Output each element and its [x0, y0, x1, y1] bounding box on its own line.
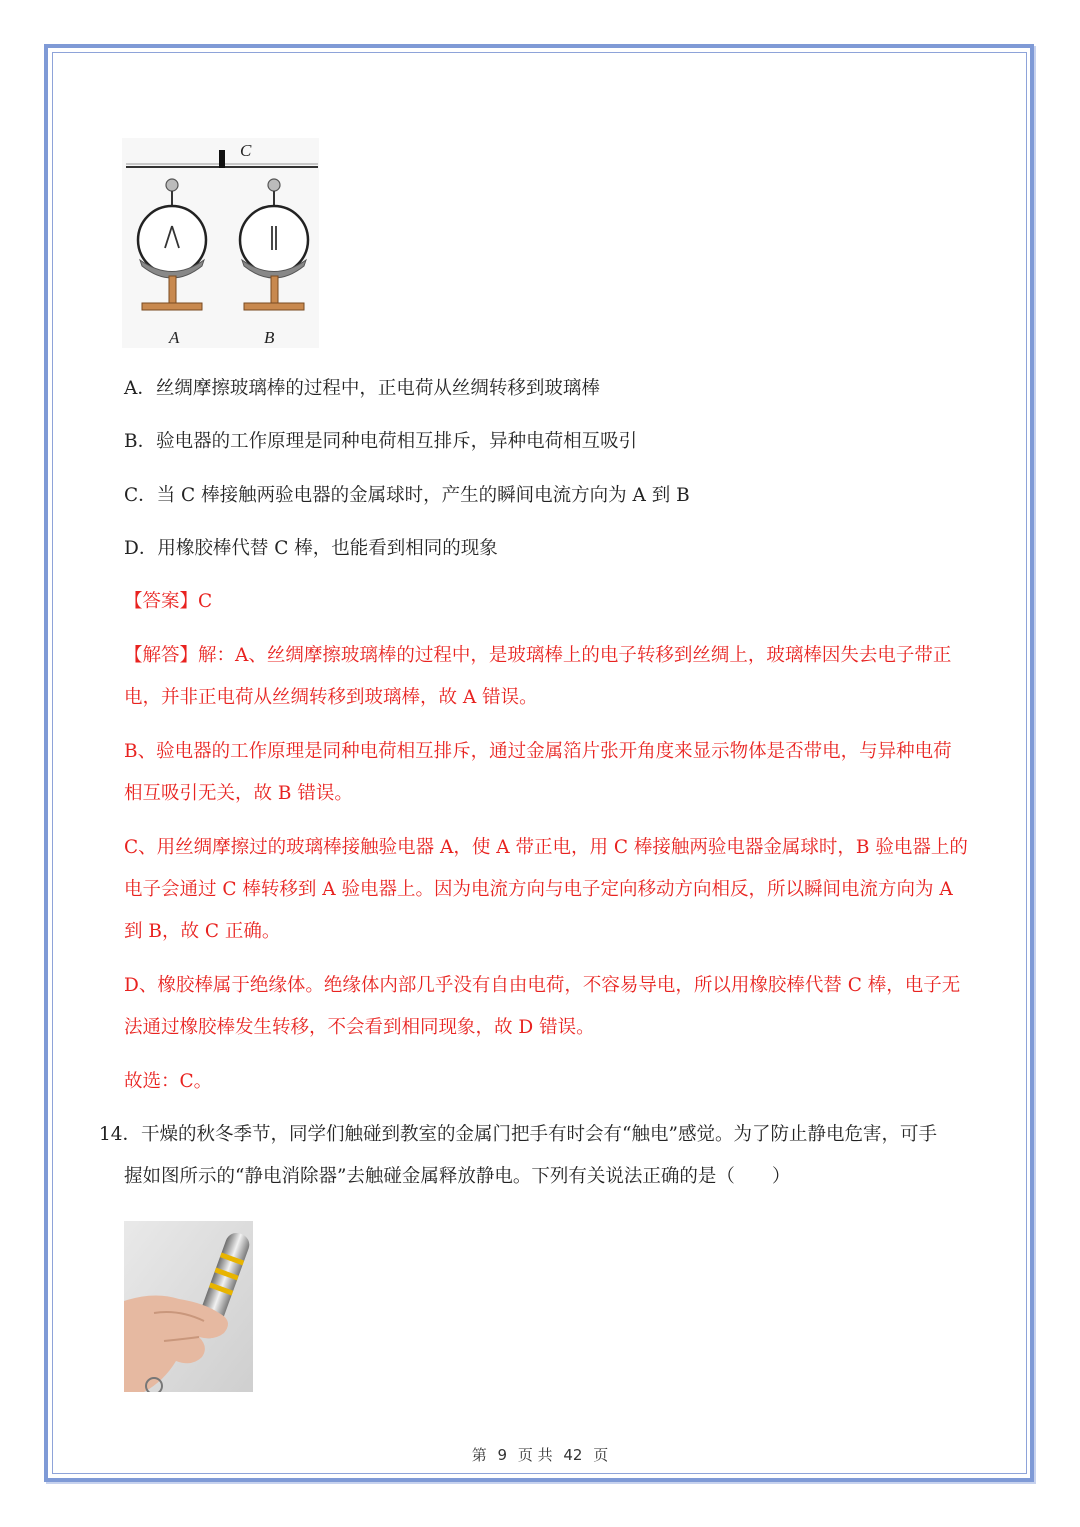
explanation-line: B、验电器的工作原理是同种电荷相互排斥，通过金属箔片张开角度来显示物体是否带电，与异种电荷	[124, 741, 952, 762]
explanation-line: D、橡胶棒属于绝缘体。绝缘体内部几乎没有自由电荷，不容易导电，所以用橡胶棒代替 C 棒，电子无	[124, 975, 961, 996]
explanation-line: 法通过橡胶棒发生转移，不会看到相同现象，故 D 错误。	[124, 1017, 595, 1038]
static-eliminator-photo	[124, 1221, 253, 1392]
answer-line: 【答案】C	[124, 591, 213, 612]
current-page-number: 9	[497, 1446, 508, 1464]
total-pages-number: 42	[563, 1446, 583, 1464]
footer-prefix: 第	[471, 1446, 487, 1464]
label-c: C	[240, 141, 252, 160]
option-d: D．用橡胶棒代替 C 棒，也能看到相同的现象	[124, 538, 498, 559]
explanation-line: 电，并非正电荷从丝绸转移到玻璃棒，故 A 错误。	[124, 687, 538, 708]
option-a: A．丝绸摩擦玻璃棒的过程中，正电荷从丝绸转移到玻璃棒	[124, 378, 600, 399]
electroscope-figure	[122, 138, 319, 348]
explanation-line: C、用丝绸摩擦过的玻璃棒接触验电器 A，使 A 带正电，用 C 棒接触两验电器金属球时，B 验电器上的	[124, 837, 968, 858]
explanation-line: 相互吸引无关，故 B 错误。	[124, 783, 353, 804]
page-footer	[0, 1444, 1080, 1465]
label-b: B	[264, 328, 275, 347]
question-14-line: 握如图所示的“静电消除器”去触碰金属释放静电。下列有关说法正确的是（ ）	[124, 1166, 791, 1187]
option-b: B．验电器的工作原理是同种电荷相互排斥，异种电荷相互吸引	[124, 431, 638, 452]
label-a: A	[169, 328, 180, 347]
footer-mid: 页 共	[517, 1446, 553, 1464]
explanation-line: 【解答】解：A、丝绸摩擦玻璃棒的过程中，是玻璃棒上的电子转移到丝绸上，玻璃棒因失去电子带正	[124, 645, 952, 666]
question-14-line: 14．干燥的秋冬季节，同学们触碰到教室的金属门把手有时会有“触电”感觉。为了防止静电危害，可手	[99, 1124, 937, 1145]
explanation-line: 电子会通过 C 棒转移到 A 验电器上。因为电流方向与电子定向移动方向相反，所以瞬间电流方向为 A	[124, 879, 953, 900]
explanation-line: 到 B，故 C 正确。	[124, 921, 281, 942]
option-c: C．当 C 棒接触两验电器的金属球时，产生的瞬间电流方向为 A 到 B	[124, 485, 690, 506]
explanation-line: 故选：C。	[124, 1071, 213, 1092]
footer-suffix: 页	[593, 1446, 609, 1464]
